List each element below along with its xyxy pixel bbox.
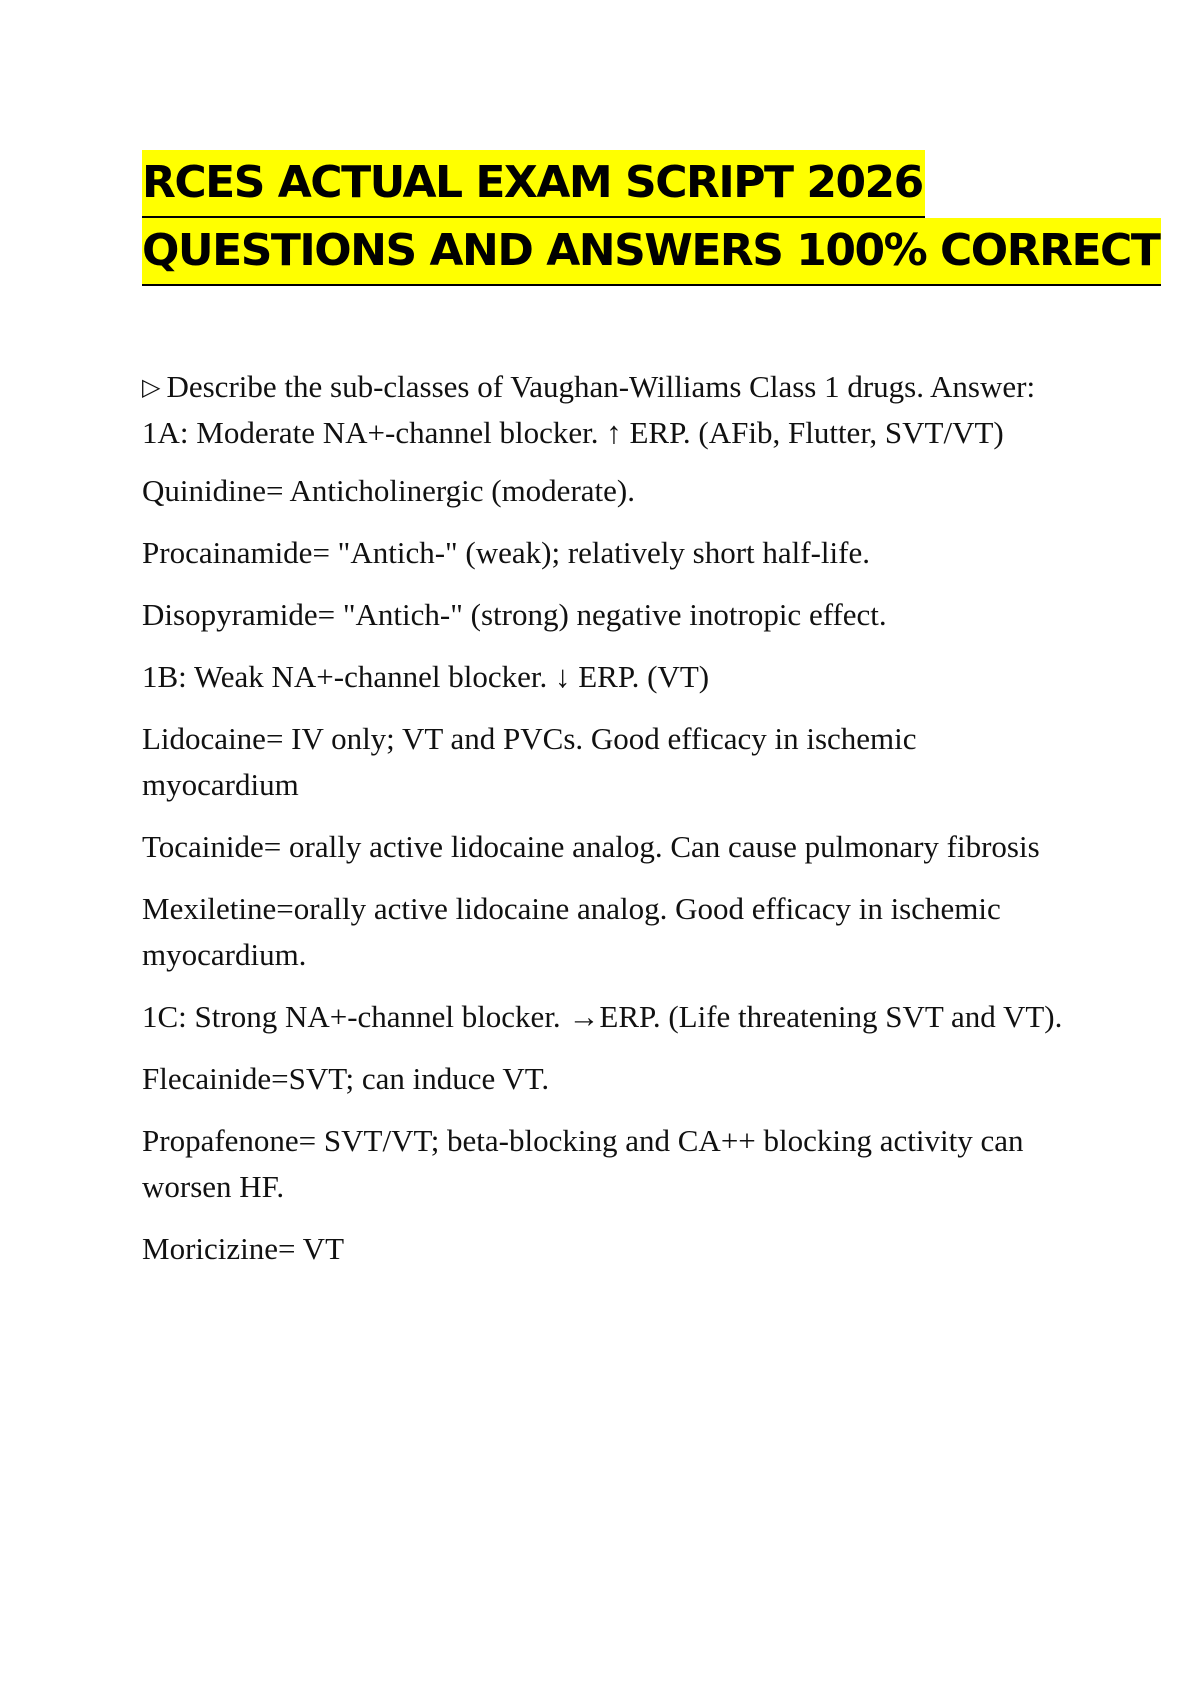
question-text: Describe the sub-classes of Vaughan-Williams Class 1 drugs. Answer:: [166, 369, 1036, 404]
triangle-right-outline-icon: ▷: [142, 373, 161, 401]
answer-line-1b: 1B: Weak NA+-channel blocker. ↓ ERP. (VT): [142, 659, 710, 694]
answer-line-quinidine: Quinidine= Anticholinergic (moderate).: [142, 473, 635, 508]
title-line-1: RCES ACTUAL EXAM SCRIPT 2026: [142, 150, 925, 218]
document-content: [142, 364, 1072, 1288]
answer-line-mexiletine: Mexiletine=orally active lidocaine analog. Good efficacy in ischemic myocardium.: [142, 891, 1001, 972]
answer-line-disopyramide: Disopyramide= "Antich-" (strong) negative inotropic effect.: [142, 597, 887, 632]
document-title: [142, 150, 1160, 286]
question-paragraph: [142, 364, 1072, 456]
answer-line-1a: 1A: Moderate NA+-channel blocker. ↑ ERP. (AFib, Flutter, SVT/VT): [142, 415, 1004, 450]
answer-line-flecainide: Flecainide=SVT; can induce VT.: [142, 1061, 550, 1096]
answer-line-1c: 1C: Strong NA+-channel blocker. →ERP. (Life threatening SVT and VT).: [142, 999, 1063, 1034]
answer-line-lidocaine: Lidocaine= IV only; VT and PVCs. Good efficacy in ischemic myocardium: [142, 721, 917, 802]
answer-line-procainamide: Procainamide= "Antich-" (weak); relatively short half-life.: [142, 535, 870, 570]
title-line-2: QUESTIONS AND ANSWERS 100% CORRECT: [142, 218, 1161, 286]
answer-line-propafenone: Propafenone= SVT/VT; beta-blocking and CA++ blocking activity can worsen HF.: [142, 1123, 1024, 1204]
answer-line-moricizine: Moricizine= VT: [142, 1231, 344, 1266]
answer-line-tocainide: Tocainide= orally active lidocaine analog. Can cause pulmonary fibrosis: [142, 829, 1040, 864]
